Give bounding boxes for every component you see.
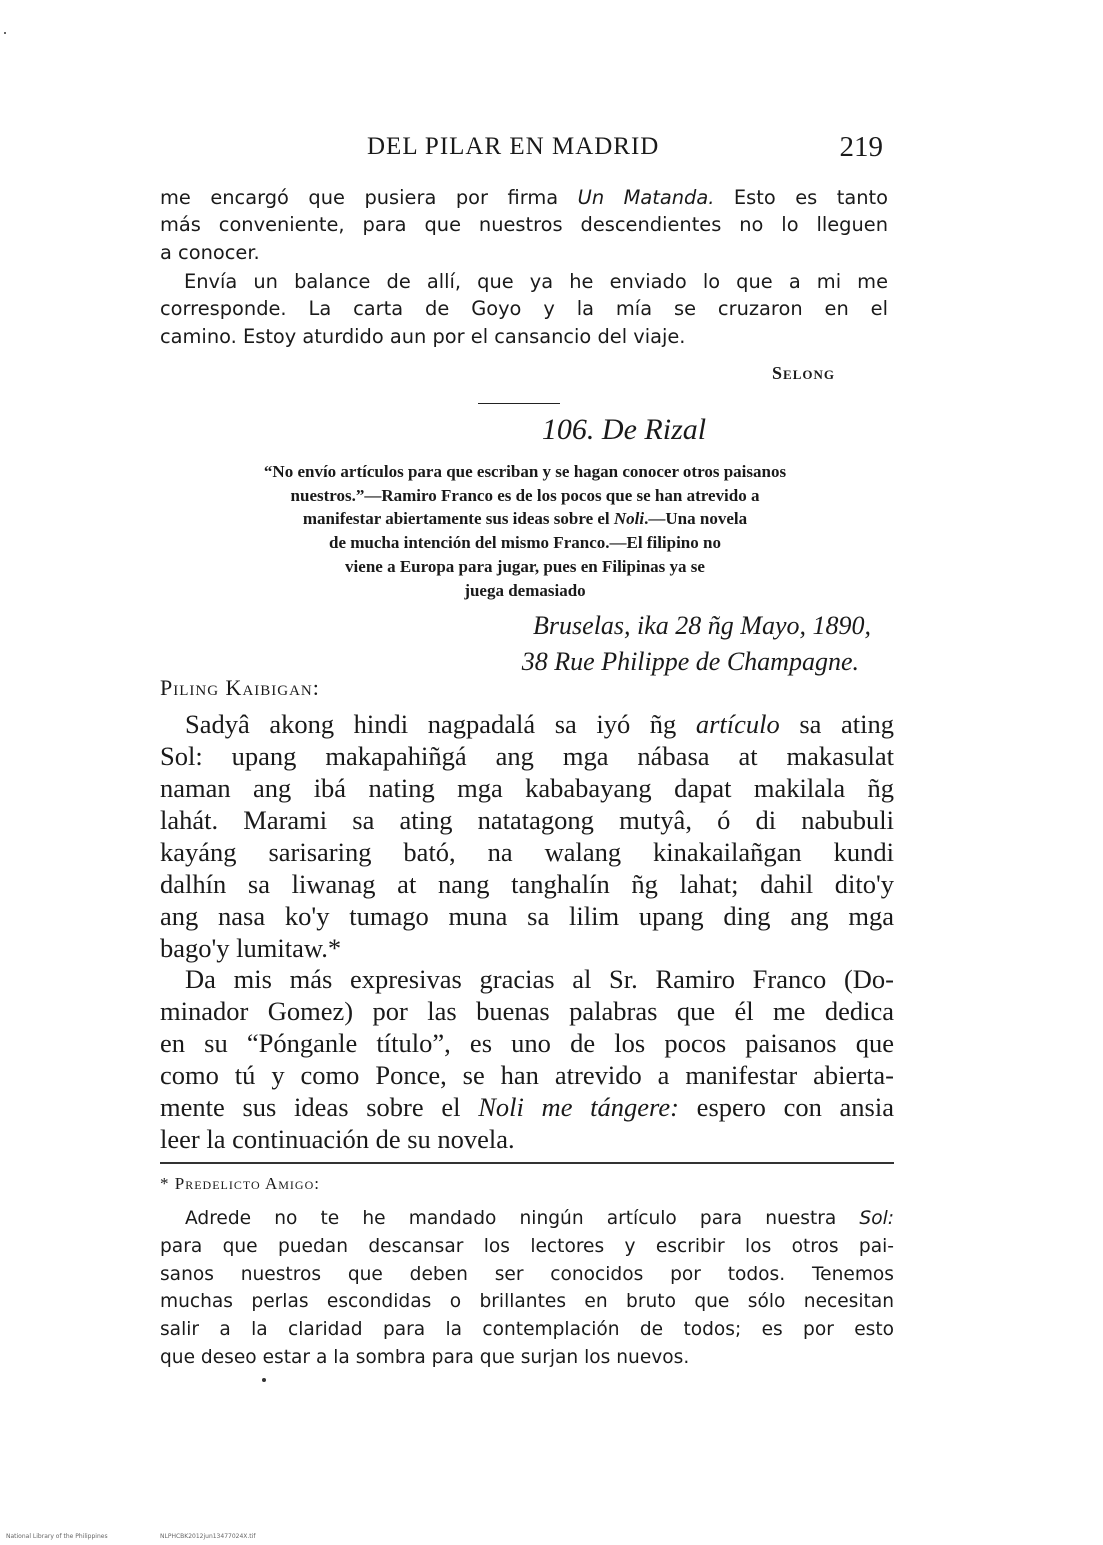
text-line: muchas perlas escondidas o brillantes en bruto que sólo necesitan (160, 1291, 894, 1313)
letter-body-paragraph-2 (160, 963, 894, 1155)
text-line: Envía un balance de allí, que ya he enviado lo que a mi me (184, 270, 888, 293)
dateline-date: Bruselas, ika 28 ñg Mayo, 1890, (533, 611, 871, 640)
text-line: a conocer. (160, 240, 260, 264)
page-number: 219 (839, 131, 883, 163)
text-line: sanos nuestros que deben ser conocidos por todos. Tenemos (160, 1263, 894, 1285)
text-line: camino. Estoy aturdido aun por el cansancio del viaje. (160, 324, 686, 348)
text-line: bago'y lumitaw.* (160, 933, 342, 963)
scan-footer-filename: NLPHCBK2012jun13477024X.tif (160, 1533, 256, 1540)
text-line: Sol: upang makapahiñgá ang mga nábasa at makasulat (160, 741, 894, 771)
summary-line: de mucha intención del mismo Franco.—El filipino no (329, 533, 721, 553)
letter-end-paragraph-1 (160, 184, 888, 266)
text-line: lahát. Marami sa ating natatagong mutyâ, ó di nabubuli (160, 805, 894, 835)
text-line: Da mis más expresivas gracias al Sr. Ramiro Franco (Do- (185, 964, 894, 994)
dateline (522, 608, 871, 680)
text-line: como tú y como Ponce, se han atrevido a manifestar abierta- (160, 1060, 894, 1090)
signature: Selong (772, 363, 835, 383)
scan-footer-library: National Library of the Philippines (6, 1533, 108, 1540)
text-line: me encargó que pusiera por firma Un Matanda. Esto es tanto (160, 186, 889, 209)
running-title: DEL PILAR EN MADRID (367, 133, 660, 160)
text-line: más conveniente, para que nuestros descendientes no lo lleguen (160, 213, 888, 237)
section-divider (478, 403, 560, 404)
text-line: Sadyâ akong hindi nagpadalá sa iyó ñg artículo sa ating (185, 709, 894, 739)
text-line: leer la continuación de su novela. (160, 1124, 515, 1154)
text-line: para que puedan descansar los lectores y escribir los otros pai- (160, 1235, 894, 1257)
summary-line: “No envío artículos para que escriban y se hagan conocer otros paisanos (263, 462, 787, 481)
text-line: ang nasa ko'y tumago muna sa lilim upang ding ang mga (160, 901, 894, 931)
summary-line: viene a Europa para jugar, pues en Filipinas ya se (345, 556, 705, 576)
text-line: mente sus ideas sobre el Noli me tángere: espero con ansia (160, 1092, 894, 1122)
summary-line: juega demasiado (464, 580, 586, 600)
summary-line: nuestros.”—Ramiro Franco es de los pocos que se han atrevido a (290, 485, 760, 505)
text-line: Adrede no te he mandado ningún artículo para nuestra Sol: (185, 1208, 894, 1229)
dateline-address: 38 Rue Philippe de Champagne. (521, 647, 859, 676)
letter-summary (160, 460, 890, 602)
scan-speck (262, 1378, 266, 1382)
text-line: dalhín sa liwanag at nang tanghalín ñg lahat; dahil dito'y (160, 869, 894, 899)
footnote-label: * Predelicto Amigo: (160, 1174, 320, 1193)
footnote-text (160, 1205, 894, 1372)
scan-speck (4, 32, 6, 34)
text-line: salir a la claridad para la contemplación de todos; es por esto (160, 1319, 894, 1341)
text-line: que deseo estar a la sombra para que surjan los nuevos. (160, 1346, 690, 1368)
footnote-divider (160, 1162, 894, 1164)
letter-end-paragraph-2 (160, 268, 888, 350)
letter-heading: 106. De Rizal (541, 413, 707, 446)
text-line: corresponde. La carta de Goyo y la mía se cruzaron en el (160, 297, 888, 321)
text-line: minador Gomez) por las buenas palabras que él me dedica (160, 996, 894, 1026)
text-line: naman ang ibá nating mga kababayang dapat makilala ñg (160, 773, 894, 803)
text-line: kayáng sarisaring bató, na walang kinakailañgan kundi (160, 837, 894, 867)
page-header (160, 133, 885, 167)
text-line: en su “Pónganle título”, es uno de los pocos paisanos que (160, 1028, 894, 1058)
letter-body-paragraph-1 (160, 708, 894, 964)
summary-line: manifestar abiertamente sus ideas sobre el Noli.—Una novela (302, 509, 748, 529)
salutation: Piling Kaibigan: (160, 675, 320, 700)
